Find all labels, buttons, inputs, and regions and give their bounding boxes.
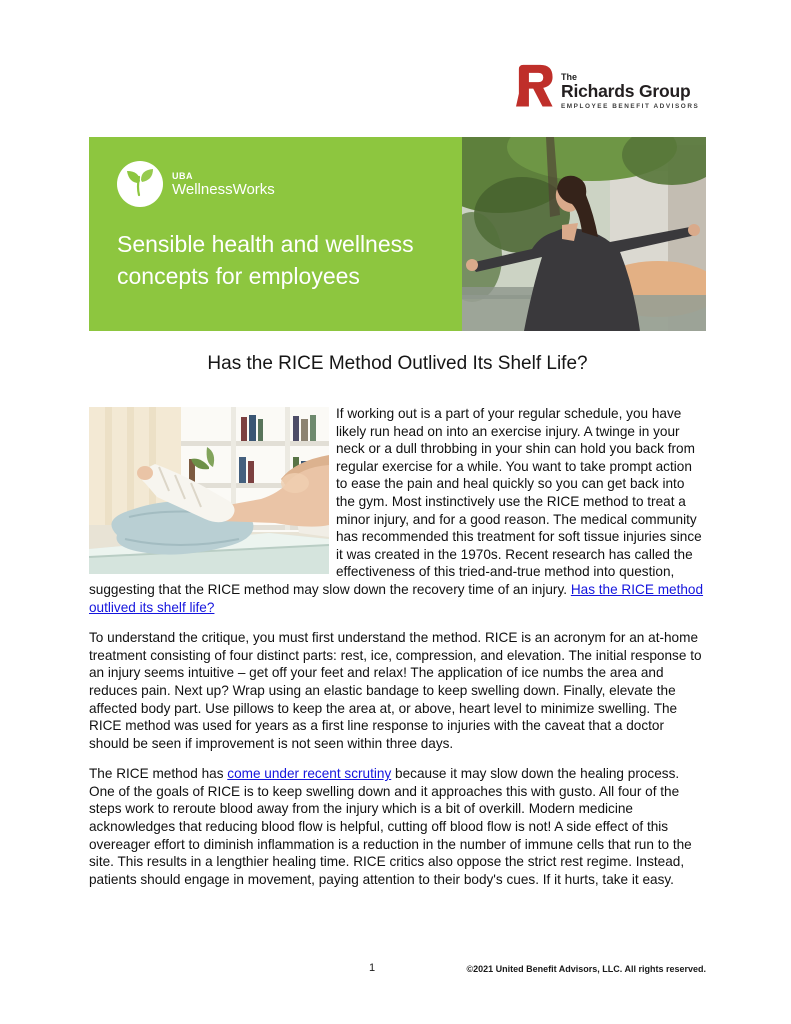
paragraph-3-text-before: The RICE method has bbox=[89, 766, 228, 782]
banner-heading-line2: concepts for employees bbox=[117, 263, 360, 289]
page-number: 1 bbox=[368, 962, 376, 974]
logo-the: The bbox=[561, 72, 578, 82]
brand-text bbox=[172, 171, 275, 198]
paragraph-3 bbox=[89, 765, 706, 888]
logo-name: Richards Group bbox=[561, 81, 691, 101]
wellnessworks-brand bbox=[117, 161, 275, 207]
page-footer bbox=[89, 962, 706, 978]
logo-tagline: EMPLOYEE BENEFIT ADVISORS bbox=[561, 103, 700, 110]
paragraph-2-text: To understand the critique, you must first understand the method. RICE is an acronym for an at-home treatment consisting of four distinct parts: rest, ice, compression, and elevation. The initial response to an injury seems intuitive – get off your feet and relax! The application of ice numbs the area and reduces pain. Next up? Wrap using an elastic bandage to keep swelling down. Finally, elevate the affected body part. Use pillows to keep the area at, or above, heart level to minimize swelling. The RICE method was used for years as a first line response to injuries with the caveat that a doctor should be seen if improvement is not seen within three days. bbox=[89, 630, 702, 751]
article-body bbox=[89, 405, 706, 888]
recent-scrutiny-link[interactable]: come under recent scrutiny bbox=[227, 766, 392, 782]
article-content bbox=[89, 352, 706, 888]
leg-cast-photo bbox=[89, 407, 329, 574]
article-title: Has the RICE Method Outlived Its Shelf Life? bbox=[207, 353, 588, 374]
leaf-circle-icon bbox=[117, 161, 163, 207]
paragraph-1 bbox=[89, 405, 706, 616]
banner-heading-line1: Sensible health and wellness bbox=[117, 231, 414, 257]
wellnessworks-banner bbox=[89, 137, 706, 331]
richards-group-logo bbox=[511, 60, 699, 110]
copyright-text: ©2021 United Benefit Advisors, LLC. All rights reserved. bbox=[466, 964, 706, 974]
brand-abbr: UBA bbox=[172, 170, 193, 181]
paragraph-2 bbox=[89, 629, 706, 752]
banner-photo-woman bbox=[462, 137, 706, 331]
paragraph-3-text-after: because it may slow down the healing process. One of the goals of RICE is to keep swelling down and it approaches this with gusto. All four of the steps work to reroute blood away from the injury which is a bit of overkill. Modern medicine acknowledges that reducing blood flow is helpful, cutting off blood flow is not! A side effect of this overeager effort to diminish inflammation is a reduction in the number of immune cells that run to the site. This results in a lengthier healing time. RICE critics also oppose the strict rest regime. Instead, patients should engage in movement, paying attention to their body's cues. If it hurts, take it easy. bbox=[89, 766, 692, 887]
paragraph-1-text: If working out is a part of your regular schedule, you have likely run head on into an exercise injury. A twinge in your neck or a dull throbbing in your shin can hold you back from regular exercise for a while. You want to take prompt action to ease the pain and heal quickly so you can get back into the gym. Most instinctively use the RICE method to treat a minor injury, and for a good reason. The medical community has recommended this treatment for soft tissue injuries since it was created in the 1970s. Recent research has called the effectiveness of this tried-and-true method into question, suggesting that the RICE method may slow down the recovery time of an injury. bbox=[89, 406, 702, 597]
richards-r-icon bbox=[511, 60, 554, 110]
shelf-life-link[interactable]: Has the RICE method outlived its shelf life? bbox=[89, 581, 704, 615]
logo-text bbox=[561, 60, 699, 110]
banner-heading bbox=[117, 228, 414, 292]
brand-name: WellnessWorks bbox=[172, 180, 275, 198]
